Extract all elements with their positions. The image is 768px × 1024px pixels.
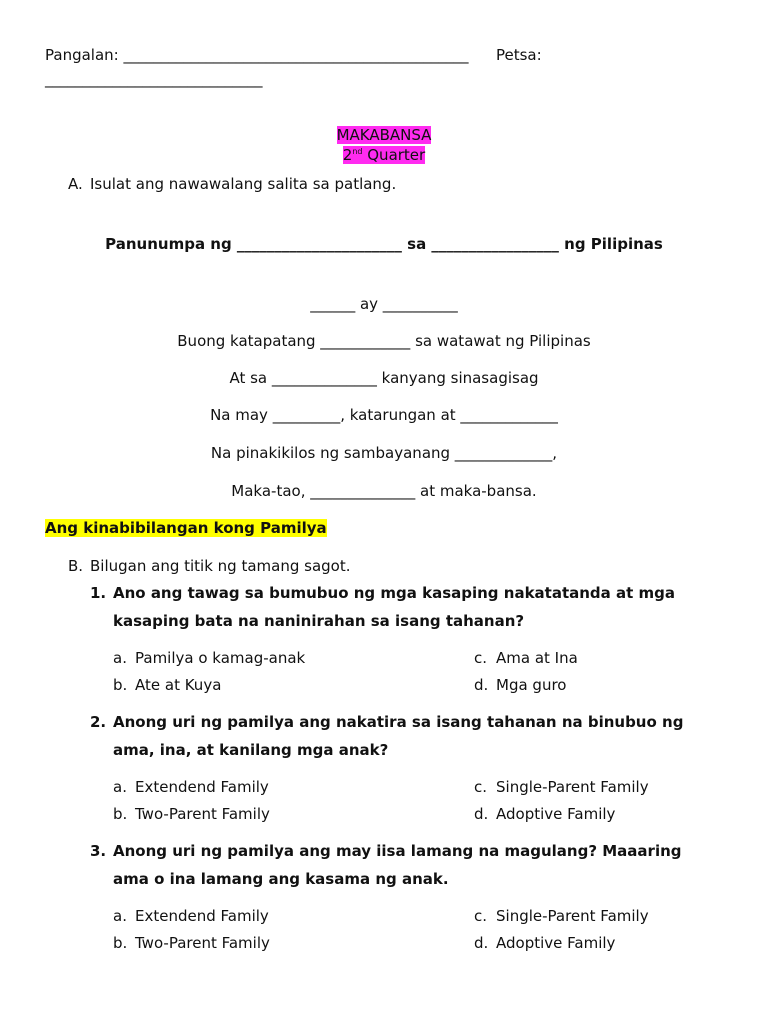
question-text: Ano ang tawag sa bumubuo ng mga kasaping nakatatanda at mga kasaping bata na naninirahan sa isang tahanan? <box>113 584 676 630</box>
section-a-letter: A. <box>68 175 83 193</box>
choice-text: Extendend Family <box>135 907 269 925</box>
choice-text: Pamilya o kamag-anak <box>135 649 306 667</box>
choice-text: Ate at Kuya <box>135 676 222 694</box>
choice-text: Mga guro <box>496 676 567 694</box>
choice-letter: a. <box>113 907 127 925</box>
question-number: 2. <box>90 713 107 731</box>
quarter-number: 2 <box>342 146 353 164</box>
choice-letter: c. <box>474 778 488 796</box>
pledge-heading: Panunumpa ng ______________________ sa _________________ ng Pilipinas <box>105 235 663 253</box>
choice-c <box>474 907 649 925</box>
pledge-line: Buong katapatang ____________ sa watawat ng Pilipinas <box>177 332 591 350</box>
choice-letter: b. <box>113 934 128 952</box>
question-number: 1. <box>90 584 107 602</box>
date-field-line: _____________________________ <box>45 70 263 88</box>
choice-d <box>474 934 615 952</box>
choice-a <box>113 649 305 667</box>
subject-title <box>0 126 768 144</box>
section-title-text: Ang kinabibilangan kong Pamilya <box>45 519 327 537</box>
choice-letter: a. <box>113 778 127 796</box>
name-field-line: Pangalan: ______________________________________________ <box>45 46 469 64</box>
choice-d <box>474 805 615 823</box>
question-text: Anong uri ng pamilya ang nakatira sa isang tahanan na binubuo ng ama, ina, at kanilang mga anak? <box>113 713 684 759</box>
section-title <box>45 519 327 537</box>
choice-letter: b. <box>113 805 128 823</box>
choice-text: Two-Parent Family <box>135 934 270 952</box>
choice-letter: c. <box>474 649 488 667</box>
question-text: Anong uri ng pamilya ang may iisa lamang na magulang? Maaaring ama o ina lamang ang kasama ng anak. <box>113 842 682 888</box>
choice-c <box>474 649 578 667</box>
choice-letter: b. <box>113 676 128 694</box>
question-number: 3. <box>90 842 107 860</box>
choice-b <box>113 934 270 952</box>
choice-text: Ama at Ina <box>496 649 578 667</box>
pledge-line: At sa ______________ kanyang sinasagisag <box>229 369 539 387</box>
choice-d <box>474 676 566 694</box>
choice-b <box>113 805 270 823</box>
choice-text: Extendend Family <box>135 778 269 796</box>
choice-a <box>113 778 269 796</box>
choice-letter: a. <box>113 649 127 667</box>
pledge-line: Maka-tao, ______________ at maka-bansa. <box>231 482 537 500</box>
section-b-letter: B. <box>68 557 84 575</box>
choice-a <box>113 907 269 925</box>
choice-text: Single-Parent Family <box>496 907 649 925</box>
choice-text: Single-Parent Family <box>496 778 649 796</box>
choice-letter: c. <box>474 907 488 925</box>
quarter-suffix: nd <box>352 147 363 156</box>
choice-c <box>474 778 649 796</box>
choice-text: Adoptive Family <box>496 805 616 823</box>
quarter-word: Quarter <box>362 146 426 164</box>
quarter-title <box>0 146 768 164</box>
choice-text: Adoptive Family <box>496 934 616 952</box>
choice-b <box>113 676 221 694</box>
pledge-line: Na may _________, katarungan at _____________ <box>210 406 558 424</box>
choice-letter: d. <box>474 934 489 952</box>
pledge-line: ______ ay __________ <box>310 295 458 313</box>
date-label: Petsa: <box>496 46 542 64</box>
subject-title-text: MAKABANSA <box>336 126 432 144</box>
choice-letter: d. <box>474 805 489 823</box>
pledge-line: Na pinakikilos ng sambayanang _____________, <box>210 444 558 462</box>
section-b-instruction: Bilugan ang titik ng tamang sagot. <box>90 557 351 575</box>
choice-text: Two-Parent Family <box>135 805 270 823</box>
section-a-instruction: Isulat ang nawawalang salita sa patlang. <box>90 175 397 193</box>
quarter-title-text <box>343 146 425 164</box>
choice-letter: d. <box>474 676 489 694</box>
